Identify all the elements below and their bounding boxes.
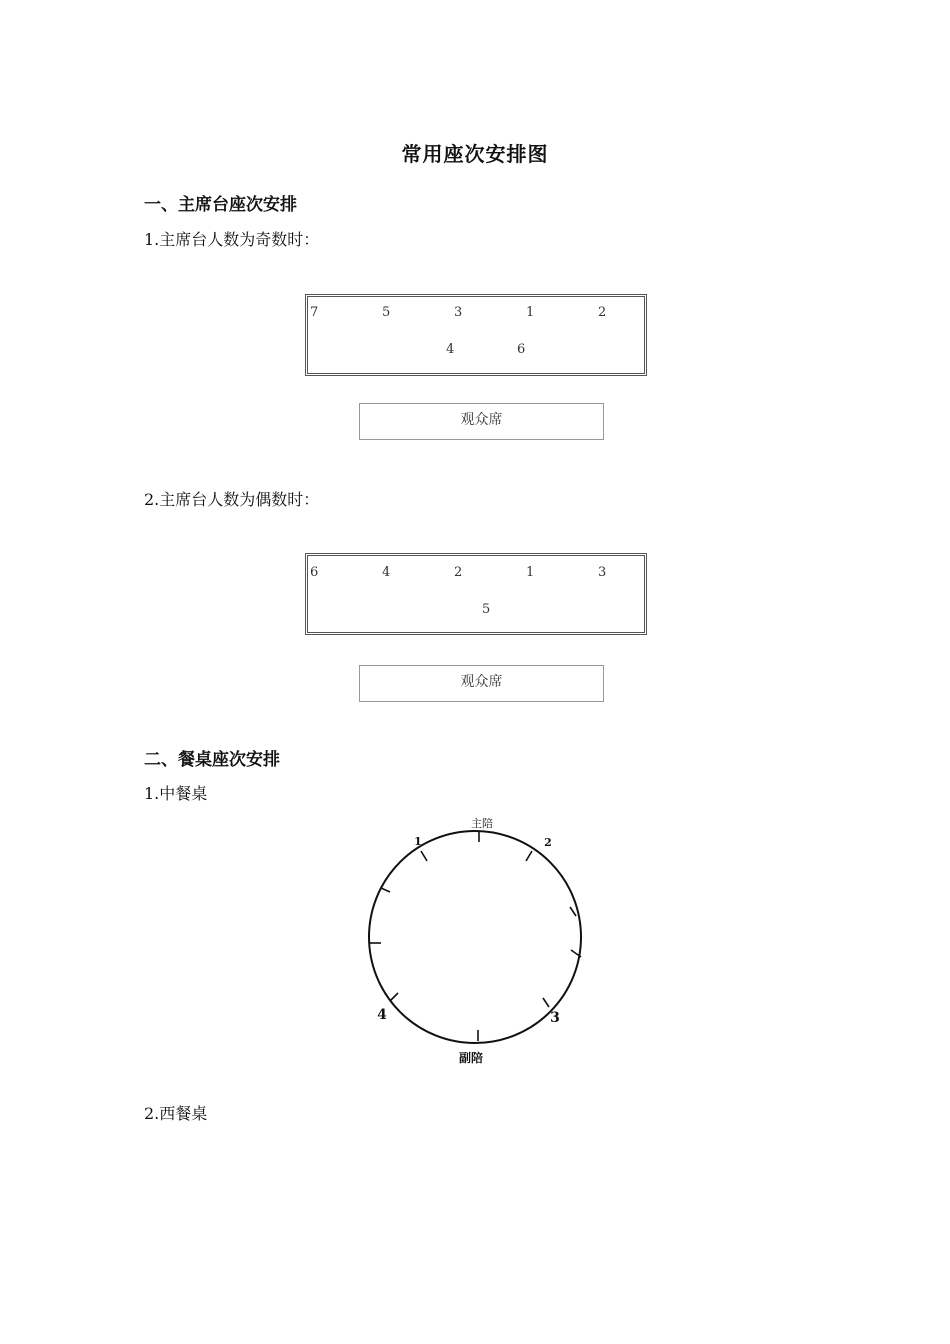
seat-mark	[570, 907, 576, 916]
seat-label-1: 1	[414, 835, 422, 848]
seat-mark	[526, 851, 532, 861]
host-label: 主陪	[471, 817, 493, 830]
dais-even	[305, 553, 647, 635]
seat-mark	[421, 851, 427, 861]
seat-mark	[381, 888, 390, 892]
section-heading-dais: 一、主席台座次安排	[144, 195, 297, 215]
seat-number: 3	[454, 305, 463, 320]
seat-number: 4	[446, 342, 455, 357]
seat-label-3: 3	[550, 1010, 560, 1026]
seat-number: 5	[482, 602, 491, 617]
seat-label-4: 4	[377, 1007, 387, 1023]
audience-box-even: 观众席	[359, 665, 604, 702]
seat-number: 2	[598, 305, 607, 320]
seat-number: 1	[526, 305, 535, 320]
seat-mark	[543, 998, 549, 1007]
seat-number: 7	[310, 305, 319, 320]
seat-mark	[391, 993, 398, 1000]
caption-odd: 1.主席台人数为奇数时：	[144, 230, 320, 249]
caption-chinese-table: 1.中餐桌	[144, 784, 208, 803]
seat-label-2: 2	[544, 836, 552, 849]
page-title: 常用座次安排图	[401, 142, 549, 166]
dais-odd	[305, 294, 647, 376]
round-table-diagram	[355, 810, 600, 1075]
seat-number: 4	[382, 565, 391, 580]
caption-western-table: 2.西餐桌	[144, 1104, 208, 1123]
caption-even: 2.主席台人数为偶数时：	[144, 490, 320, 509]
section-heading-dining: 二、餐桌座次安排	[144, 750, 280, 770]
seat-number: 2	[454, 565, 463, 580]
deputy-label: 副陪	[458, 1051, 484, 1065]
seat-number: 6	[310, 565, 319, 580]
seat-number: 5	[382, 305, 391, 320]
seat-number: 6	[517, 342, 526, 357]
seat-number: 3	[598, 565, 607, 580]
seat-number: 1	[526, 565, 535, 580]
audience-box-odd: 观众席	[359, 403, 604, 440]
